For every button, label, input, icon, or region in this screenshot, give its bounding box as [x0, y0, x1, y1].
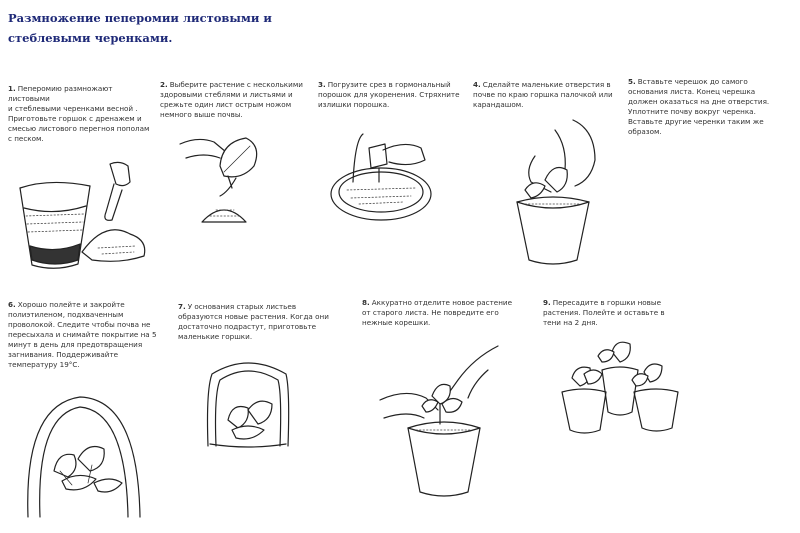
step-number: 6. [8, 300, 16, 309]
step-2 [160, 80, 310, 120]
step-1 [8, 84, 150, 144]
step-number: 3. [318, 80, 326, 89]
step-text: Вставьте черешок до самого основания листа. Конец черешка должен оказаться на дне отверстия. Уплотните почву вокруг черенка. Вставьте другие черенки таким же образом. [628, 77, 770, 136]
step-9 [543, 298, 683, 328]
hormone-powder-dish-illustration [325, 130, 440, 230]
three-small-pots-illustration [558, 338, 688, 438]
step-text: Хорошо полейте и закройте полиэтиленом, подхваченным проволокой. Следите чтобы почва не пересыхала и снимайте покрытие на 5 минут в день для предотвращения загнивания. Поддерживайте температуру 19°C. [8, 300, 157, 369]
glass-pot-with-trowel-illustration [10, 160, 155, 272]
step-number: 7. [178, 302, 186, 311]
step-5 [628, 77, 780, 137]
page-title: Размножение пеперомии листовыми и стеблевыми черенками. [8, 11, 272, 45]
step-number: 4. [473, 80, 481, 89]
step-text: Сделайте маленькие отверстия в почве по краю горшка палочкой или карандашом. [473, 80, 613, 109]
step-number: 5. [628, 77, 636, 86]
bell-cover-pot-illustration [202, 350, 294, 450]
hands-separating-plant-illustration [378, 340, 508, 500]
step-text: Аккуратно отделите новое растение от старого листа. Не повредите его нежные корешки. [362, 298, 513, 327]
step-text: У основания старых листьев образуются новые растения. Когда они достаточно подрастут, приготовьте маленькие горшки. [178, 302, 329, 341]
step-number: 8. [362, 298, 370, 307]
hand-cutting-leaf-illustration [180, 132, 290, 227]
step-number: 2. [160, 80, 168, 89]
covered-pot-plastic-illustration [18, 385, 148, 525]
step-4 [473, 80, 613, 110]
step-text: Пеперомию размножают листовыми и стеблевыми черенками весной . Приготовьте горшок с дренажем и смесью листового перегноя пополам с песком. [8, 84, 150, 143]
hand-pencil-pot-illustration [495, 120, 610, 270]
step-8 [362, 298, 512, 328]
step-text: Выберите растение с несколькими здоровыми стеблями и листьями и срежьте один лист острым ножом немного выше почвы. [160, 80, 303, 119]
step-number: 1. [8, 84, 16, 93]
step-3 [318, 80, 463, 110]
step-7 [178, 302, 330, 342]
step-text: Погрузите срез в гормональный порошок для укоренения. Стряхните излишки порошка. [318, 80, 460, 109]
step-6 [8, 300, 160, 370]
step-number: 9. [543, 298, 551, 307]
step-text: Пересадите в горшки новые растения. Полейте и оставьте в тени на 2 дня. [543, 298, 665, 327]
